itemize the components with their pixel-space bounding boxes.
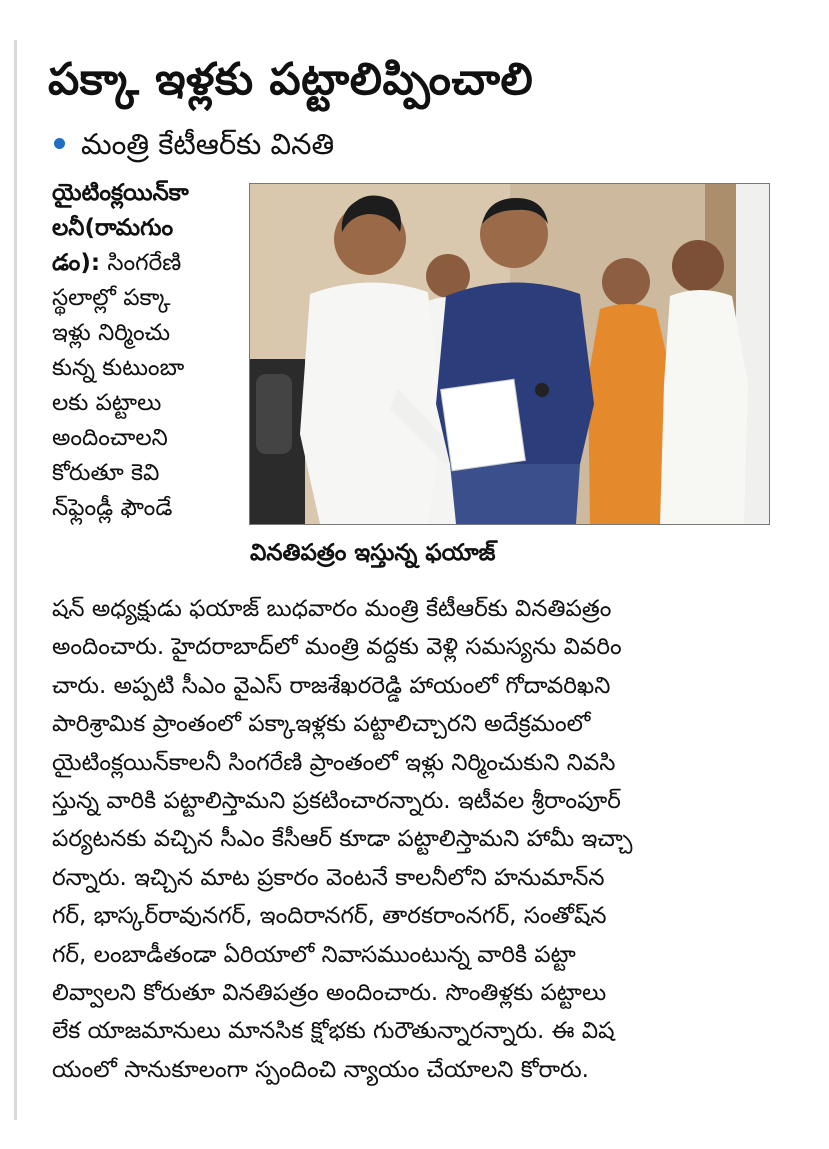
- lead-line: అందించాలని: [52, 425, 168, 451]
- dateline-line: యైటింక్లయిన్‌కా: [52, 180, 189, 206]
- body-line: యంలో సానుకూలంగా స్పందించి న్యాయం చేయాలని కోరారు.: [52, 1056, 589, 1083]
- news-photo: [249, 183, 770, 525]
- article-subhead: [54, 124, 334, 164]
- dateline-end: డం):: [52, 250, 101, 276]
- body-line: లివ్వాలని కోరుతూ వినతిపత్రం అందించారు. సొంతిళ్లకు పట్టాలు: [52, 980, 607, 1007]
- body-line: చారు. అప్పటి సీఎం వైఎస్‌ రాజశేఖరరెడ్డి హాయంలో గోదావరిఖని: [52, 672, 611, 699]
- lead-line: కోరుతూ కెవి: [52, 460, 160, 486]
- body-line: రన్నారు. ఇచ్చిన మాట ప్రకారం వెంటనే కాలనీలోని హనుమాన్‌న: [52, 864, 605, 891]
- dateline-line: లనీ(రామగుం: [52, 215, 174, 241]
- body-line: పర్యటనకు వచ్చిన సీఎం కేసీఆర్‌ కూడా పట్టాలిస్తామని హామీ ఇచ్చా: [52, 826, 633, 853]
- article-body: [52, 590, 772, 1089]
- lead-text-start: సింగరేణి: [100, 250, 182, 276]
- lead-column: [52, 176, 242, 526]
- bullet-icon: [54, 138, 65, 149]
- body-line: అందించారు. హైదరాబాద్‌లో మంత్రి వద్దకు వెళ్లి సమస్యను వివరిం: [52, 634, 622, 661]
- lead-line: కున్న కుటుంబా: [52, 355, 185, 381]
- page-edge-rule: [14, 40, 17, 1120]
- body-line: పారిశ్రామిక ప్రాంతంలో పక్కాఇళ్లకు పట్టాలిచ్చారని అదేక్రమంలో: [52, 711, 591, 738]
- dateline-line-with-lead: [52, 246, 242, 281]
- lead-line: లకు పట్టాలు: [52, 390, 162, 416]
- news-photo-illustration: [250, 184, 769, 524]
- body-line: లేక యాజమానులు మానసిక క్షోభకు గురౌతున్నారన్నారు. ఈ విష: [52, 1018, 615, 1045]
- body-line: యైటింక్లయిన్‌కాలనీ సింగరేణి ప్రాంతంలో ఇళ్లు నిర్మించుకుని నివసి: [52, 749, 616, 776]
- body-line: స్తున్న వారికి పట్టాలిస్తామని ప్రకటించారన్నారు. ఇటీవల శ్రీరాంపూర్‌: [52, 788, 621, 815]
- lead-line: స్థలాల్లో పక్కా: [52, 285, 171, 311]
- article-headline: పక్కా ఇళ్లకు పట్టాలిప్పించాలి: [48, 54, 534, 105]
- body-line: గర్‌, లంబాడీతండా ఏరియాలో నివాసముంటున్న వారికి పట్టా: [52, 941, 576, 968]
- subhead-text: మంత్రి కేటీఆర్‌కు వినతి: [81, 127, 335, 161]
- lead-line: ఇళ్లు నిర్మించు: [52, 320, 171, 346]
- body-line: గర్‌, భాస్కర్‌రావునగర్‌, ఇందిరానగర్‌, తారకరాంనగర్‌, సంతోష్‌న: [52, 903, 607, 930]
- photo-caption: వినతిపత్రం ఇస్తున్న ఫయాజ్‌: [250, 540, 496, 566]
- lead-line: న్‌ఫ్లెండ్లీ ఫౌండే: [52, 495, 173, 521]
- body-line: షన్‌ అధ్యక్షుడు ఫయాజ్‌ బుధవారం మంత్రి కేటీఆర్‌కు వినతిపత్రం: [52, 596, 612, 622]
